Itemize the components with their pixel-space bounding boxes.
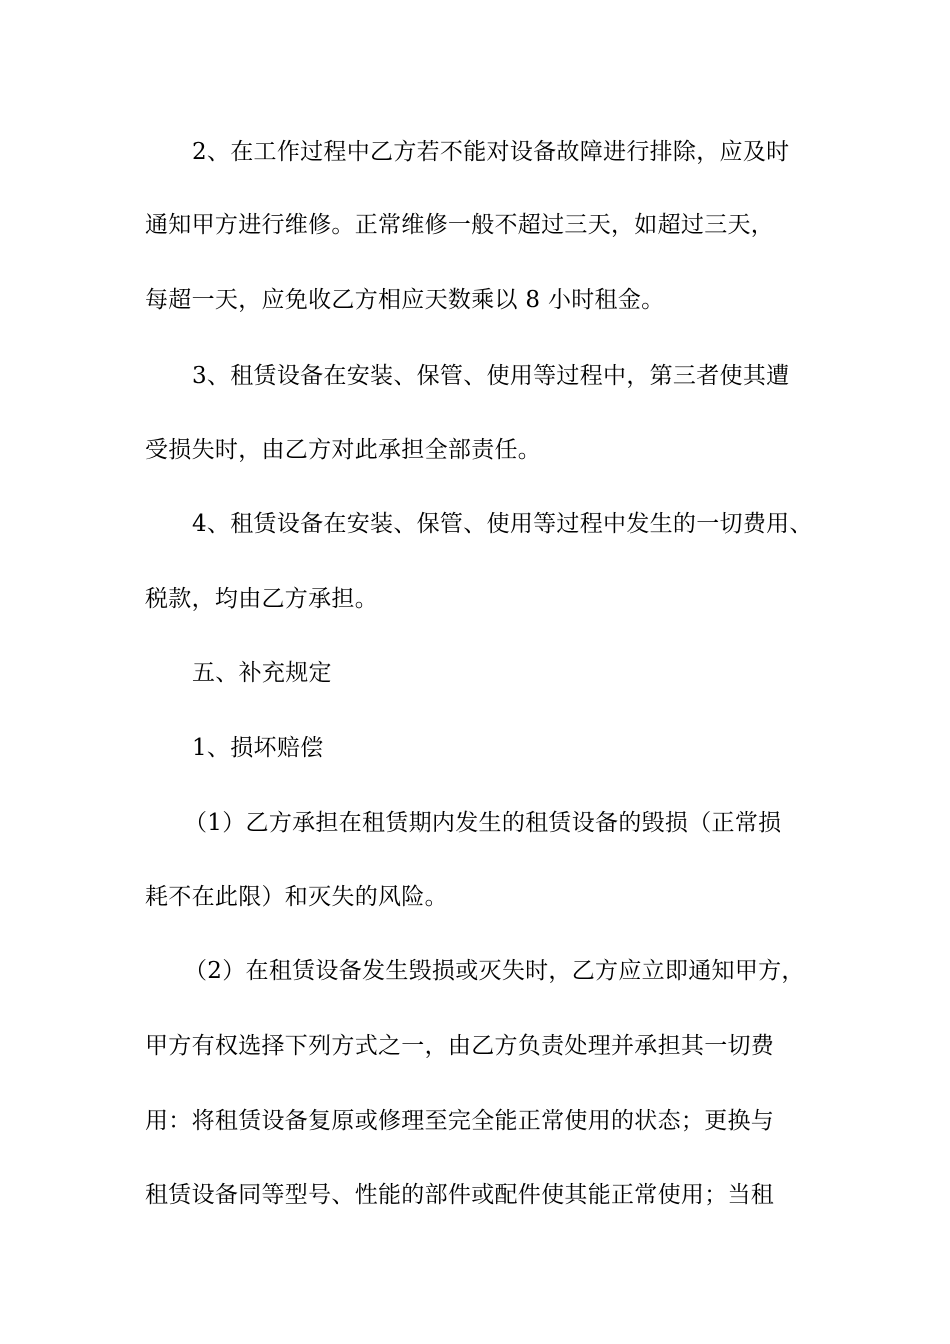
paragraph-line: 甲方有权选择下列方式之一，由乙方负责处理并承担其一切费 [145,1033,775,1059]
section-heading: 五、补充规定 [192,660,332,686]
paragraph-line: 税款，均由乙方承担。 [145,586,378,612]
paragraph-line: 4、租赁设备在安装、保管、使用等过程中发生的一切费用、 [192,511,813,537]
paragraph-line: 受损失时，由乙方对此承担全部责任。 [145,437,542,463]
paragraph-line: 每超一天，应免收乙方相应天数乘以 8 小时租金。 [145,287,665,313]
paragraph-line: （1）乙方承担在租赁期内发生的租赁设备的毁损（正常损 [184,810,782,836]
paragraph-line: （2）在租赁设备发生毁损或灭失时，乙方应立即通知甲方， [184,958,805,984]
paragraph-line: 通知甲方进行维修。正常维修一般不超过三天，如超过三天， [145,212,775,238]
paragraph-line: 2、在工作过程中乙方若不能对设备故障进行排除，应及时 [192,139,790,165]
paragraph-line: 用：将租赁设备复原或修理至完全能正常使用的状态；更换与 [145,1108,775,1134]
paragraph-line: 3、租赁设备在安装、保管、使用等过程中，第三者使其遭 [192,363,790,389]
subsection-heading: 1、损坏赔偿 [192,735,324,761]
paragraph-line: 租赁设备同等型号、性能的部件或配件使其能正常使用；当租 [145,1182,775,1208]
paragraph-line: 耗不在此限）和灭失的风险。 [145,884,448,910]
